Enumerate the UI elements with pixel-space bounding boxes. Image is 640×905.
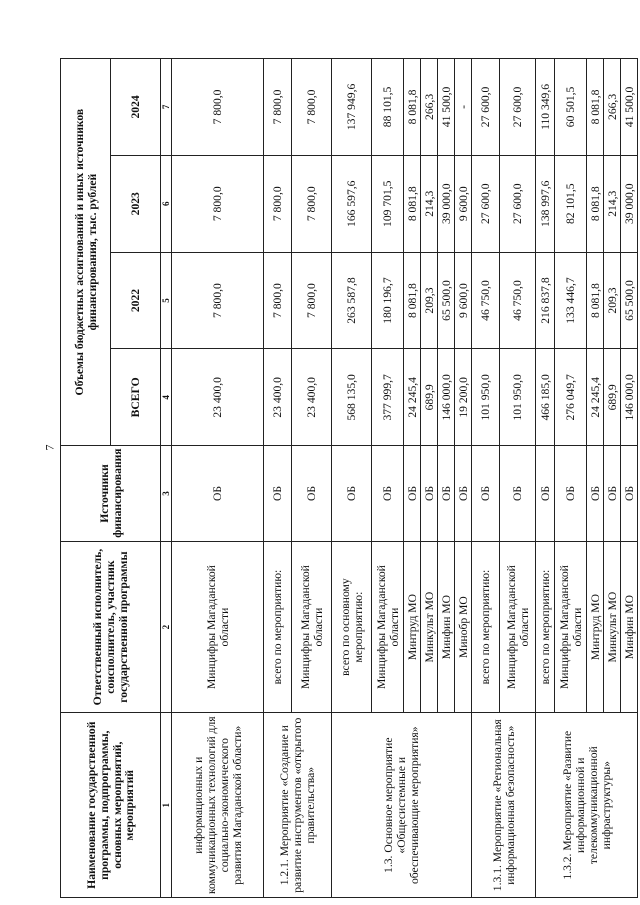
header-2023: 2023 [111,155,161,252]
executor: Минцифры Магаданской области [292,541,332,713]
value-2022: 65 500,0 [438,252,455,349]
total: 146 000,0 [621,349,638,446]
program-name: 1.3.2. Мероприятие «Развитие информационной и телекоммуникационной инфраструктуры» [536,713,638,898]
value-2023: 82 101,5 [555,155,587,252]
executor: Минтруд МО [587,541,604,713]
executor: Минцифры Магаданской области [372,541,404,713]
value-2024: 41 500,0 [621,59,638,156]
source: ОБ [536,446,555,542]
rotated-page [60,58,636,898]
executor: Минцифры Магаданской области [555,541,587,713]
value-2022: 180 196,7 [372,252,404,349]
value-2022: 65 500,0 [621,252,638,349]
total: 23 400,0 [172,349,264,446]
col-number: 3 [161,446,172,542]
executor: всего по мероприятию: [536,541,555,713]
total: 19 200,0 [455,349,472,446]
value-2023: 27 600,0 [472,155,500,252]
source: ОБ [500,446,536,542]
value-2024: 266,3 [421,59,438,156]
executor: всего по мероприятию: [264,541,292,713]
header-executor: Ответственный исполнитель, соисполнитель, участник государственной программы [61,541,161,713]
col-number: 5 [161,252,172,349]
table-row [536,59,555,898]
value-2022: 7 800,0 [264,252,292,349]
source: ОБ [421,446,438,542]
value-2024: - [455,59,472,156]
value-2023: 9 600,0 [455,155,472,252]
value-2023: 138 997,6 [536,155,555,252]
header-budget-group: Объемы бюджетных ассигнований и иных источников финансирования, тыс. рублей [61,59,111,446]
source: ОБ [372,446,404,542]
total: 568 135,0 [332,349,372,446]
header-total: ВСЕГО [111,349,161,446]
executor: Минцифры Магаданской области [500,541,536,713]
col-number: 1 [161,713,172,898]
col-number: 6 [161,155,172,252]
executor: Минобр МО [455,541,472,713]
source: ОБ [604,446,621,542]
source: ОБ [292,446,332,542]
value-2024: 8 081,8 [404,59,421,156]
value-2024: 110 349,6 [536,59,555,156]
value-2022: 46 750,0 [500,252,536,349]
value-2024: 7 800,0 [264,59,292,156]
value-2022: 8 081,8 [587,252,604,349]
source: ОБ [404,446,421,542]
source: ОБ [455,446,472,542]
value-2022: 8 081,8 [404,252,421,349]
header-name: Наименование государственной программы, подпрограммы, основных мероприятий, мероприятий [61,713,161,898]
value-2023: 109 701,5 [372,155,404,252]
executor: Минфин МО [621,541,638,713]
program-name: 1.2.1. Мероприятие «Создание и развитие инструментов «открытого правительства» [264,713,332,898]
value-2023: 39 000,0 [621,155,638,252]
executor: всего по основному мероприятию: [332,541,372,713]
value-2024: 7 800,0 [292,59,332,156]
value-2024: 88 101,5 [372,59,404,156]
header-source: Источники финансирования [61,446,161,542]
source: ОБ [264,446,292,542]
total: 24 245,4 [404,349,421,446]
value-2023: 39 000,0 [438,155,455,252]
page-number: 7 [42,444,57,451]
value-2023: 7 800,0 [292,155,332,252]
header-2024: 2024 [111,59,161,156]
executor: Минтруд МО [404,541,421,713]
value-2024: 60 501,5 [555,59,587,156]
total: 466 185,0 [536,349,555,446]
total: 146 000,0 [438,349,455,446]
table-row [264,59,292,898]
value-2022: 46 750,0 [472,252,500,349]
value-2022: 209,3 [604,252,621,349]
source: ОБ [587,446,604,542]
value-2022: 7 800,0 [172,252,264,349]
value-2023: 214,3 [421,155,438,252]
header-2022: 2022 [111,252,161,349]
col-number: 7 [161,59,172,156]
total: 23 400,0 [264,349,292,446]
program-name: информационных и коммуникационных технологий для социально-экономического развития Магаданской области» [172,713,264,898]
value-2022: 133 446,7 [555,252,587,349]
value-2023: 8 081,8 [587,155,604,252]
table-row [332,59,372,898]
total: 101 950,0 [500,349,536,446]
source: ОБ [172,446,264,542]
executor: Минкульт МО [421,541,438,713]
table-row [472,59,500,898]
source: ОБ [438,446,455,542]
col-number: 4 [161,349,172,446]
total: 276 049,7 [555,349,587,446]
table-row [172,59,264,898]
executor: всего по мероприятию: [472,541,500,713]
total: 24 245,4 [587,349,604,446]
value-2023: 27 600,0 [500,155,536,252]
total: 101 950,0 [472,349,500,446]
source: ОБ [555,446,587,542]
program-name: 1.3. Основное мероприятие «Общесистемные и обеспечивающие мероприятия» [332,713,472,898]
value-2023: 166 597,6 [332,155,372,252]
program-name: 1.3.1. Мероприятие «Региональная информационная безопасность» [472,713,536,898]
source: ОБ [621,446,638,542]
value-2024: 8 081,8 [587,59,604,156]
budget-table [60,58,638,898]
total: 377 999,7 [372,349,404,446]
executor: Минфин МО [438,541,455,713]
value-2022: 7 800,0 [292,252,332,349]
value-2024: 266,3 [604,59,621,156]
total: 689,9 [421,349,438,446]
value-2022: 263 587,8 [332,252,372,349]
total: 23 400,0 [292,349,332,446]
value-2022: 9 600,0 [455,252,472,349]
value-2023: 8 081,8 [404,155,421,252]
col-number: 2 [161,541,172,713]
value-2024: 41 500,0 [438,59,455,156]
value-2023: 7 800,0 [264,155,292,252]
value-2024: 27 600,0 [500,59,536,156]
source: ОБ [332,446,372,542]
value-2024: 27 600,0 [472,59,500,156]
value-2024: 7 800,0 [172,59,264,156]
executor: Минкульт МО [604,541,621,713]
value-2022: 209,3 [421,252,438,349]
source: ОБ [472,446,500,542]
value-2023: 7 800,0 [172,155,264,252]
total: 689,9 [604,349,621,446]
value-2023: 214,3 [604,155,621,252]
value-2024: 137 949,6 [332,59,372,156]
executor: Минцифры Магаданской области [172,541,264,713]
value-2022: 216 837,8 [536,252,555,349]
